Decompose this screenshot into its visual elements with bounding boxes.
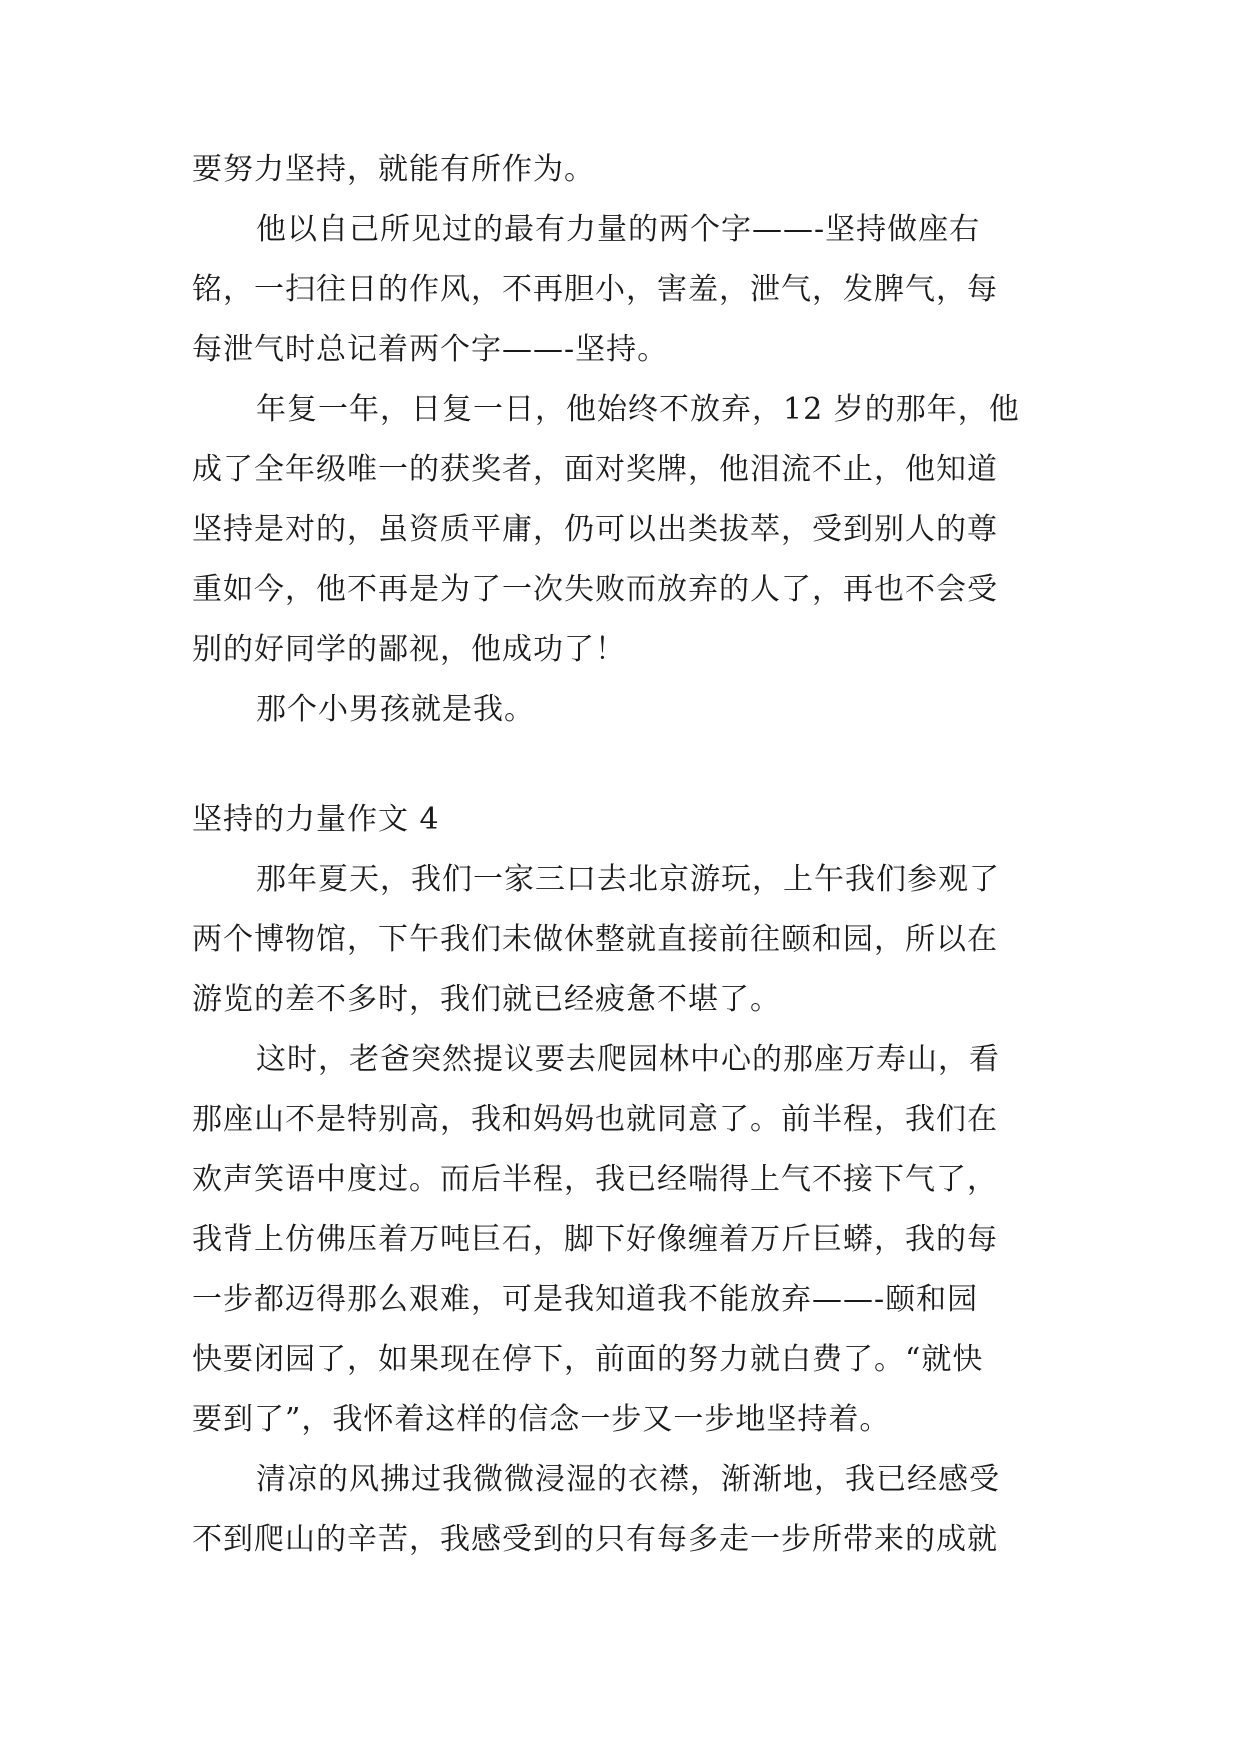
text-line: 两个博物馆，下午我们未做休整就直接前往颐和园，所以在	[192, 922, 998, 957]
text-line: 游览的差不多时，我们就已经疲惫不堪了。	[192, 982, 781, 1017]
text-line: 欢声笑语中度过。而后半程，我已经喘得上气不接下气了，	[192, 1162, 998, 1197]
text-line: 每泄气时总记着两个字——-坚持。	[192, 332, 669, 367]
text-line: 那座山不是特别高，我和妈妈也就同意了。前半程，我们在	[192, 1102, 998, 1137]
text-line: 成了全年级唯一的获奖者，面对奖牌，他泪流不止，他知道	[192, 452, 998, 487]
text-line: 他以自己所见过的最有力量的两个字——-坚持做座右	[256, 212, 981, 247]
text-line: 铭，一扫往日的作风，不再胆小，害羞，泄气，发脾气，每	[192, 272, 998, 307]
text-line: 别的好同学的鄙视，他成功了！	[192, 632, 626, 667]
text-line: 要到了”，我怀着这样的信念一步又一步地坚持着。	[192, 1402, 891, 1437]
text-line: 快要闭园了，如果现在停下，前面的努力就白费了。“就快	[192, 1342, 984, 1377]
text-line: 清凉的风拂过我微微浸湿的衣襟，渐渐地，我已经感受	[256, 1462, 1000, 1497]
text-line: 年复一年，日复一日，他始终不放弃，12 岁的那年，他	[256, 392, 1020, 427]
text-line: 我背上仿佛压着万吨巨石，脚下好像缠着万斤巨蟒，我的每	[192, 1222, 998, 1257]
text-line: 不到爬山的辛苦，我感受到的只有每多走一步所带来的成就	[192, 1522, 998, 1557]
text-line: 那个小男孩就是我。	[256, 692, 535, 727]
text-line: 这时，老爸突然提议要去爬园林中心的那座万寿山，看	[256, 1042, 1000, 1077]
text-line: 要努力坚持，就能有所作为。	[192, 152, 595, 187]
text-line: 那年夏天，我们一家三口去北京游玩，上午我们参观了	[256, 862, 1000, 897]
section-heading: 坚持的力量作文 4	[192, 802, 440, 837]
text-line: 一步都迈得那么艰难，可是我知道我不能放弃——-颐和园	[192, 1282, 979, 1317]
text-line: 重如今，他不再是为了一次失败而放弃的人了，再也不会受	[192, 572, 998, 607]
text-line: 坚持是对的，虽资质平庸，仍可以出类拔萃，受到别人的尊	[192, 512, 998, 547]
